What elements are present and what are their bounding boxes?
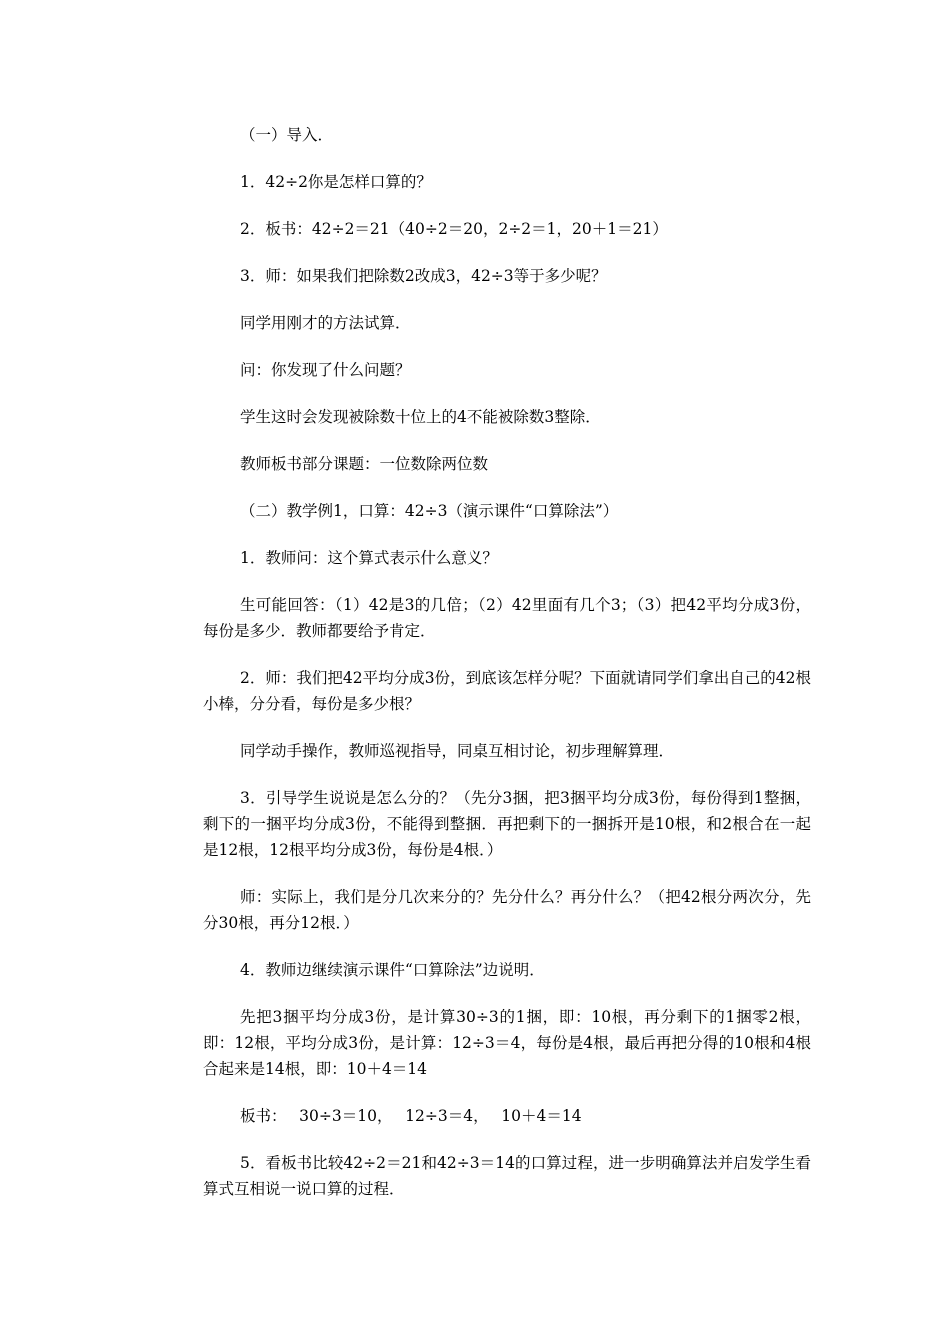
paragraph: 师：实际上，我们是分几次来分的？先分什么？再分什么？（把42根分两次分，先分30根，再分12根．） (203, 888, 811, 932)
board-writing-line: 板书： 30÷3＝10， 12÷3＝4， 10＋4＝14 (240, 1107, 582, 1125)
paragraph: 2．师：我们把42平均分成3份，到底该怎样分呢？下面就请同学们拿出自己的42根小棒，分分看，每份是多少根？ (203, 669, 811, 713)
paragraph: 同学用刚才的方法试算． (240, 314, 411, 332)
paragraph: 3．引导学生说说是怎么分的？（先分3捆，把3捆平均分成3份，每份得到1整捆，剩下的一捆平均分成3份，不能得到整捆．再把剩下的一捆拆开是10根，和2根合在一起是12根，12根平均分成3份，每份是4根．） (203, 789, 811, 859)
paragraph: 2．板书：42÷2＝21（40÷2＝20，2÷2＝1，20＋1＝21） (240, 220, 668, 238)
paragraph: 4．教师边继续演示课件“口算除法”边说明． (240, 961, 545, 979)
paragraph: 先把3捆平均分成3份，是计算30÷3的1捆，即：10根，再分剩下的1捆零2根，即：12根，平均分成3份，是计算：12÷3＝4，每份是4根，最后再把分得的10根和4根合起来是14根，即：10＋4＝14 (203, 1008, 811, 1078)
paragraph: 同学动手操作，教师巡视指导，同桌互相讨论，初步理解算理． (240, 742, 675, 760)
paragraph: 学生这时会发现被除数十位上的4不能被除数3整除． (240, 408, 601, 426)
paragraph: 生可能回答：（1）42是3的几倍；（2）42里面有几个3；（3）把42平均分成3份，每份是多少．教师都要给予肯定． (203, 596, 811, 640)
section-heading-intro: （一）导入． (240, 126, 334, 144)
paragraph: 5．看板书比较42÷2＝21和42÷3＝14的口算过程，进一步明确算法并启发学生看算式互相说一说口算的过程． (203, 1154, 811, 1198)
paragraph: 3．师：如果我们把除数2改成3，42÷3等于多少呢？ (240, 267, 607, 285)
document-page (203, 122, 811, 1223)
section-heading-example: （二）教学例1，口算：42÷3（演示课件“口算除法”） (240, 502, 619, 520)
paragraph: 问：你发现了什么问题？ (240, 361, 411, 379)
paragraph: 1．教师问：这个算式表示什么意义？ (240, 549, 498, 567)
paragraph: 1．42÷2你是怎样口算的？ (240, 173, 432, 191)
paragraph: 教师板书部分课题：一位数除两位数 (240, 455, 489, 473)
